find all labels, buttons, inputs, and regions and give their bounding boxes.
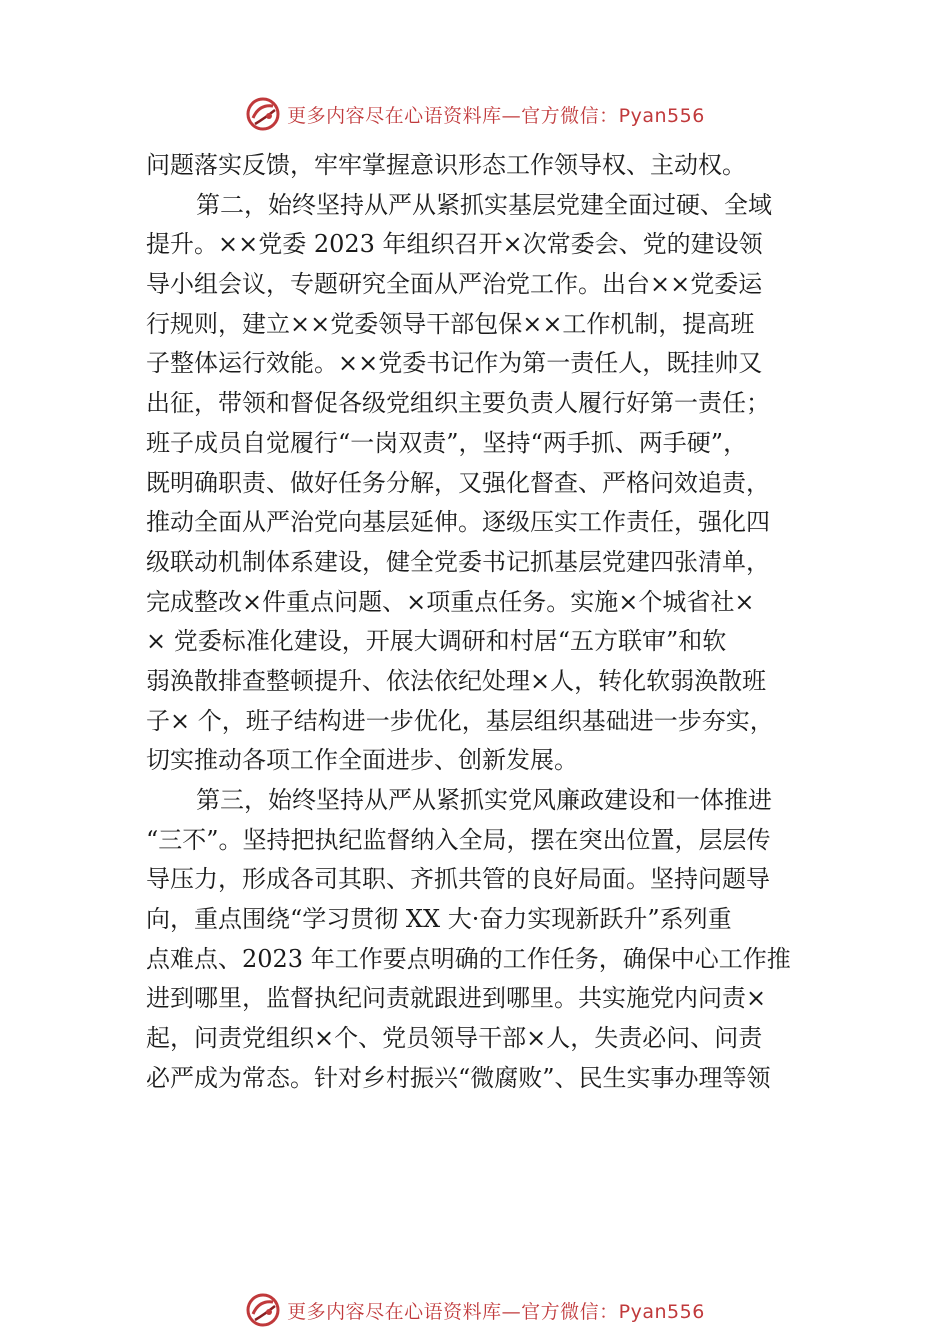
header-banner-label: 更多内容尽在心语资料库—官方微信： bbox=[287, 104, 619, 127]
brand-logo-icon bbox=[245, 96, 281, 132]
text-line: 进到哪里，监督执纪问责就跟进到哪里。共实施党内问责× bbox=[146, 984, 767, 1013]
text-line: 起，问责党组织×个、党员领导干部×人，失责必问、问责 bbox=[146, 1024, 763, 1053]
paragraph-start-line: 第三，始终坚持从严从紧抓实党风廉政建设和一体推进 bbox=[196, 786, 772, 814]
text-line: 子× 个，班子结构进一步优化，基层组织基础进一步夯实， bbox=[146, 706, 774, 735]
text-line: 弱涣散排查整顿提升、依法依纪处理×人，转化软弱涣散班 bbox=[146, 666, 767, 695]
footer-wechat-id: Pyan556 bbox=[618, 1300, 705, 1323]
text-line: 问题落实反馈，牢牢掌握意识形态工作领导权、主动权。 bbox=[146, 151, 746, 179]
text-line: 向，重点围绕“学习贯彻 XX 大·奋力实现新跃升”系列重 bbox=[146, 905, 732, 934]
text-line: 提升。××党委 2023 年组织召开×次常委会、党的建设领 bbox=[146, 230, 763, 259]
header-wechat-id: Pyan556 bbox=[618, 104, 705, 127]
header-banner-text bbox=[287, 101, 705, 128]
paragraph-start-line: 第二，始终坚持从严从紧抓实基层党建全面过硬、全域 bbox=[196, 190, 772, 219]
text-line: × 党委标准化建设，开展大调研和村居“五方联审”和软 bbox=[146, 627, 727, 656]
text-line: 导压力，形成各司其职、齐抓共管的良好局面。坚持问题导 bbox=[146, 865, 770, 894]
text-line: 行规则，建立××党委领导干部包保××工作机制，提高班 bbox=[146, 309, 755, 338]
text-line: 完成整改×件重点问题、×项重点任务。实施×个城省社× bbox=[146, 587, 755, 616]
footer-banner-label: 更多内容尽在心语资料库—官方微信： bbox=[287, 1300, 619, 1323]
text-line: 既明确职责、做好任务分解，又强化督查、严格问效追责， bbox=[146, 468, 770, 497]
footer-banner bbox=[0, 1290, 950, 1330]
text-line: 导小组会议，专题研究全面从严治党工作。出台××党委运 bbox=[146, 270, 763, 299]
text-line: 必严成为常态。针对乡村振兴“微腐败”、民生实事办理等领 bbox=[146, 1063, 771, 1092]
document-body bbox=[146, 146, 826, 1099]
text-line: “三不”。坚持把执纪监督纳入全局，摆在突出位置，层层传 bbox=[146, 825, 771, 854]
text-line: 点难点、2023 年工作要点明确的工作任务，确保中心工作推 bbox=[146, 944, 791, 973]
footer-banner-text bbox=[287, 1297, 705, 1324]
text-line: 出征，带领和督促各级党组织主要负责人履行好第一责任； bbox=[146, 389, 770, 418]
brand-logo-icon bbox=[245, 1292, 281, 1328]
text-line: 子整体运行效能。××党委书记作为第一责任人，既挂帅又 bbox=[146, 349, 763, 378]
text-line: 班子成员自觉履行“一岗双责”，坚持“两手抓、两手硬”， bbox=[146, 428, 748, 457]
text-line: 推动全面从严治党向基层延伸。逐级压实工作责任，强化四 bbox=[146, 508, 770, 537]
header-banner bbox=[0, 94, 950, 134]
text-line: 级联动机制体系建设，健全党委书记抓基层党建四张清单， bbox=[146, 547, 770, 576]
text-line: 切实推动各项工作全面进步、创新发展。 bbox=[146, 746, 578, 775]
